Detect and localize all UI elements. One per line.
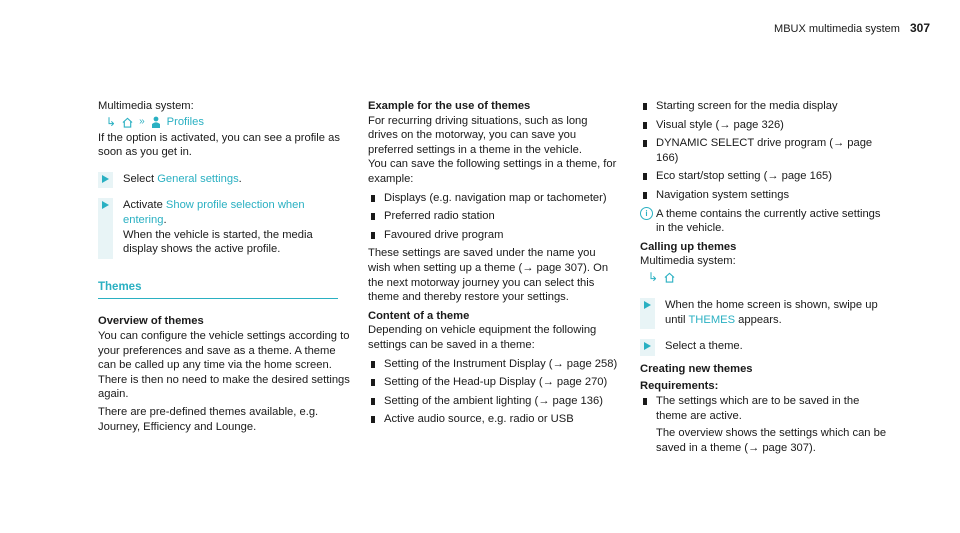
page-header (774, 21, 930, 37)
example-heading: Example for the use of themes (368, 100, 531, 112)
list-item: Setting of the Head-up Display (→ page 270) (368, 375, 620, 390)
list-item: Displays (e.g. navigation map or tachometer) (368, 191, 620, 206)
general-settings-link[interactable]: General settings (157, 172, 239, 185)
profiles-link[interactable]: Profiles (166, 115, 204, 128)
double-chevron-icon: » (139, 115, 145, 127)
person-icon (151, 116, 161, 128)
column-3 (640, 99, 892, 455)
step-select-theme: Select a theme. (640, 339, 892, 354)
show-profile-selection-link[interactable]: Show profile selection when entering (123, 199, 305, 226)
list-item: Active audio source, e.g. radio or USB (368, 412, 620, 427)
save-text: You can save the following settings in a theme, for example: (368, 158, 617, 185)
list-item: Starting screen for the media display (640, 99, 892, 114)
step-swipe-up: When the home screen is shown, swipe up until THEMES appears. (640, 298, 892, 327)
requirements-heading: Requirements: (640, 380, 719, 393)
list-item: Navigation system settings (640, 188, 892, 203)
list-item: The settings which are to be saved in the theme are active. (640, 394, 892, 423)
list-item: Favoured drive program (368, 228, 620, 243)
page-number: 307 (909, 21, 930, 35)
calling-intro: Multimedia system: (640, 255, 736, 268)
home-icon (664, 272, 675, 283)
calling-heading: Calling up themes (640, 240, 737, 253)
info-icon: i (640, 207, 653, 220)
example-text: For recurring driving situations, such as long drives on the motorway, you can save you preferred settings in a theme in the vehicle. (368, 114, 588, 156)
step-select-general: Select General settings. (98, 172, 350, 187)
step-activate-profile: Activate Show profile selection when entering. When the vehicle is started, the media display shows the active profile. (98, 198, 350, 256)
note-text: A theme contains the currently active settings in the vehicle. (656, 207, 881, 235)
overview-text-2: There are pre-defined themes available, e.g. Journey, Efficiency and Lounge. (98, 405, 319, 433)
themes-heading: Themes (98, 280, 142, 293)
themes-section (98, 280, 350, 300)
themes-link[interactable]: THEMES (688, 313, 736, 326)
saved-text: These settings are saved under the name you wish when setting up a theme (→ page 307). On the next motorway journey you can select this theme and thereby restore your settings. (368, 247, 609, 304)
activated-text: If the option is activated, you can see a profile as soon as you get in. (98, 131, 340, 159)
triangle-step-icon (644, 342, 651, 350)
triangle-step-icon (102, 201, 109, 209)
menu-path (98, 114, 350, 131)
content-heading: Content of a theme (368, 309, 470, 322)
overview-text-1: You can configure the vehicle settings according to your preferences and save as a theme. A theme can be called up any time via the home screen. There is then no need to make the desired settings again. (98, 329, 350, 401)
step2-text: When the vehicle is started, the media display shows the active profile. (123, 228, 313, 256)
list-item: Visual style (→ page 326) (640, 118, 892, 133)
triangle-step-icon (102, 175, 109, 183)
triangle-step-icon (644, 301, 651, 309)
content-text: Depending on vehicle equipment the following settings can be saved in a theme: (368, 324, 597, 351)
list-item: Setting of the ambient lighting (→ page 136) (368, 394, 620, 409)
column-1 (98, 99, 350, 434)
creating-heading: Creating new themes (640, 362, 753, 375)
list-item: Setting of the Instrument Display (→ page 258) (368, 357, 620, 372)
column-2 (368, 99, 620, 427)
home-icon (122, 117, 133, 128)
hook-arrow-icon: ↳ (106, 114, 117, 129)
list-item: Preferred radio station (368, 209, 620, 224)
requirements-text: The overview shows the settings which can be saved in a theme (→ page 307). (656, 427, 887, 454)
overview-heading: Overview of themes (98, 315, 204, 328)
intro-text: Multimedia system: (98, 100, 194, 112)
info-note (640, 207, 892, 236)
menu-path (640, 269, 892, 286)
header-title: MBUX multimedia system (774, 23, 900, 35)
section-rule (98, 298, 338, 299)
list-item: DYNAMIC SELECT drive program (→ page 166) (640, 136, 892, 165)
hook-arrow-icon: ↳ (648, 270, 659, 285)
list-item: Eco start/stop setting (→ page 165) (640, 169, 892, 184)
